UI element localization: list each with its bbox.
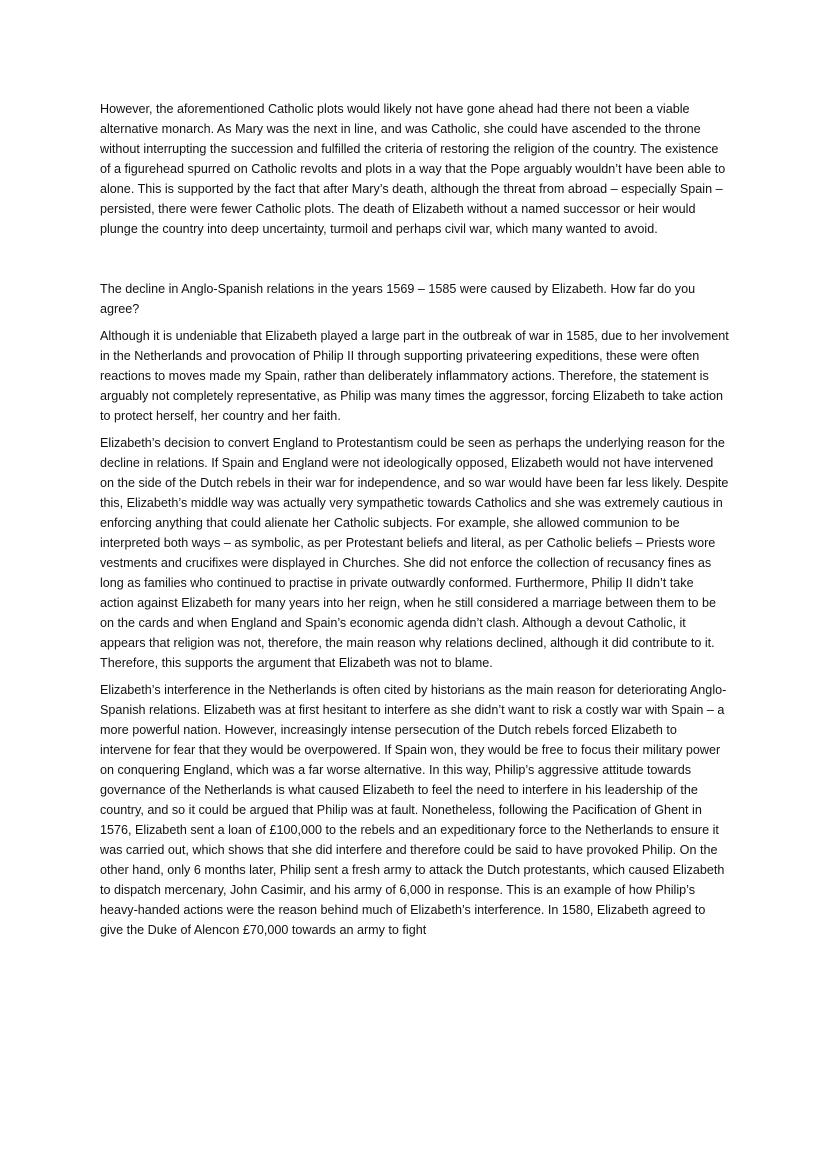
- paragraph-netherlands: Elizabeth’s interference in the Netherlands is often cited by historians as the main reason for deteriorating Anglo-Spanish relations. Elizabeth was at first hesitant to interfere as she didn’t want to risk a costly war with Spain – a more powerful nation. However, increasingly intense persecution of the Dutch rebels forced Elizabeth to intervene for fear that they would be overpowered. If Spain won, they would be free to focus their military power on conquering England, which was a far worse alternative. In this way, Philip’s aggressive attitude towards governance of the Netherlands is what caused Elizabeth to feel the need to interfere in his leadership of the country, and so it could be argued that Philip was at fault. Nonetheless, following the Pacification of Ghent in 1576, Elizabeth sent a loan of £100,000 to the rebels and an expeditionary force to the Netherlands to ensure it was carried out, which shows that she did interfere and therefore could be said to have provoked Philip. On the other hand, only 6 months later, Philip sent a fresh army to attack the Dutch protestants, which caused Elizabeth to dispatch mercenary, John Casimir, and his army of 6,000 in response. This is an example of how Philip’s heavy-handed actions were the reason behind much of Elizabeth’s interference. In 1580, Elizabeth agreed to give the Duke of Alencon £70,000 towards an army to fight: [100, 683, 727, 937]
- paragraph-religion: Elizabeth’s decision to convert England to Protestantism could be seen as perhaps the underlying reason for the decline in relations. If Spain and England were not ideologically opposed, Elizabeth would not have intervened on the side of the Dutch rebels in their war for independence, and so war would have been far less likely. Despite this, Elizabeth’s middle way was actually very sympathetic towards Catholics and she was extremely cautious in enforcing anything that could alienate her Catholic subjects. For example, she allowed communion to be interpreted both ways – as symbolic, as per Protestant beliefs and literal, as per Catholic beliefs – Priests wore vestments and crucifixes were displayed in Churches. She did not enforce the collection of recusancy fines as long as families who continued to practise in private outwardly conformed. Furthermore, Philip II didn’t take action against Elizabeth for many years into her reign, when he still considered a marriage between them to be on the cards and when England and Spain’s economic agenda didn’t clash. Although a devout Catholic, it appears that religion was not, therefore, the main reason why relations declined, although it did contribute to it. Therefore, this supports the argument that Elizabeth was not to blame.: [100, 436, 729, 670]
- essay-question: The decline in Anglo-Spanish relations in the years 1569 – 1585 were caused by Elizabeth. How far do you agree?: [100, 282, 696, 316]
- paragraph-introduction: Although it is undeniable that Elizabeth played a large part in the outbreak of war in 1585, due to her involvement in the Netherlands and provocation of Philip II through supporting privateering expeditions, these were often reactions to moves made my Spain, rather than deliberately inflammatory actions. Therefore, the statement is arguably not completely representative, as Philip was many times the aggressor, forcing Elizabeth to take action to protect herself, her country and her faith.: [100, 329, 729, 423]
- paragraph-catholic-plots: However, the aforementioned Catholic plots would likely not have gone ahead had there not been a viable alternative monarch. As Mary was the next in line, and was Catholic, she could have ascended to the throne without interrupting the succession and fulfilled the criteria of restoring the religion of the country. The existence of a figurehead spurred on Catholic revolts and plots in a way that the Pope arguably wouldn’t have been able to alone. This is supported by the fact that after Mary’s death, although the threat from abroad – especially Spain – persisted, there were fewer Catholic plots. The death of Elizabeth without a named successor or heir would plunge the country into deep uncertainty, turmoil and perhaps civil war, which many wanted to avoid.: [100, 102, 726, 236]
- document-page: [100, 99, 730, 940]
